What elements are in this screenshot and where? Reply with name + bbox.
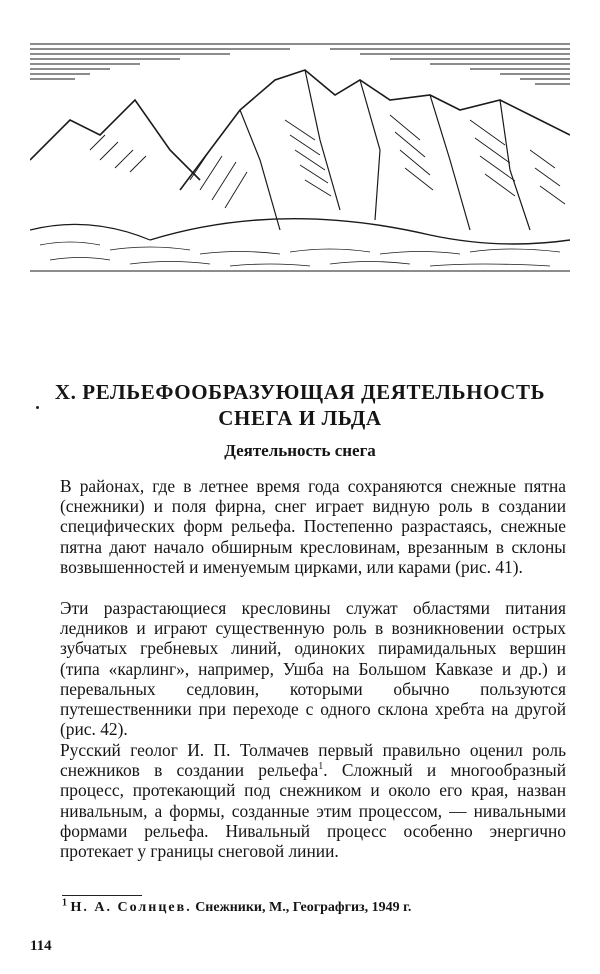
chapter-title-line-2: СНЕГА И ЛЬДА [218,406,382,430]
sky-hatching [30,44,570,84]
footnote-marker: 1 [62,897,67,909]
main-peak [180,70,570,190]
left-peak [30,100,200,180]
footnote-text: Снежники, М., Географгиз, 1949 г. [195,900,412,915]
paragraph-3-start: Русский геолог И. П. Толмачев первый правильно оценил роль снежников в создании рельефа [60,740,566,781]
paragraph-2: Эти разрастающиеся кресловины служат областями питания ледников и играют существенную роль в возникновении острых зубчатых гребневых линий, одиноких пирамидальных вершин (типа «карлинг», например, Ушба на Большом Кавказе и др.) и перевальных седловин, которыми обычно пользуются путешественники при переходе с одного склона хребта на другой (рис. 42). [60,598,566,740]
chapter-title-line-1: X. РЕЛЬЕФООБРАЗУЮЩАЯ ДЕЯТЕЛЬНОСТЬ [54,380,546,404]
cirque-outline [150,219,570,244]
footnote-separator [62,895,142,896]
mountain-landscape-illustration [30,40,570,272]
paragraph-3 [60,740,566,861]
footnote [62,897,562,916]
footnote-author: Н. А. Солнцев. [70,900,192,915]
section-title: Деятельность снега [224,441,376,460]
footnote-reference[interactable]: 1 [318,761,324,773]
paragraph-3-end: . Сложный и многообразный процесс, протекающий под снежником и около его края, назван нивальным, а формы, созданные этим процессом, — нивальными формами рельефа. Нивальный процесс особенно энергично протекает у границы снеговой линии. [60,760,567,862]
page-number: 114 [30,938,52,954]
paragraph-1: В районах, где в летнее время года сохраняются снежные пятна (снежники) и поля фирна, снег играет видную роль в создании специфических форм рельефа. Постепенно разрастаясь, снежные пятна дают начало обширным кресловинам, врезанным в склоны возвышенностей и именуемым цирками, или карами (рис. 41). [60,476,566,577]
